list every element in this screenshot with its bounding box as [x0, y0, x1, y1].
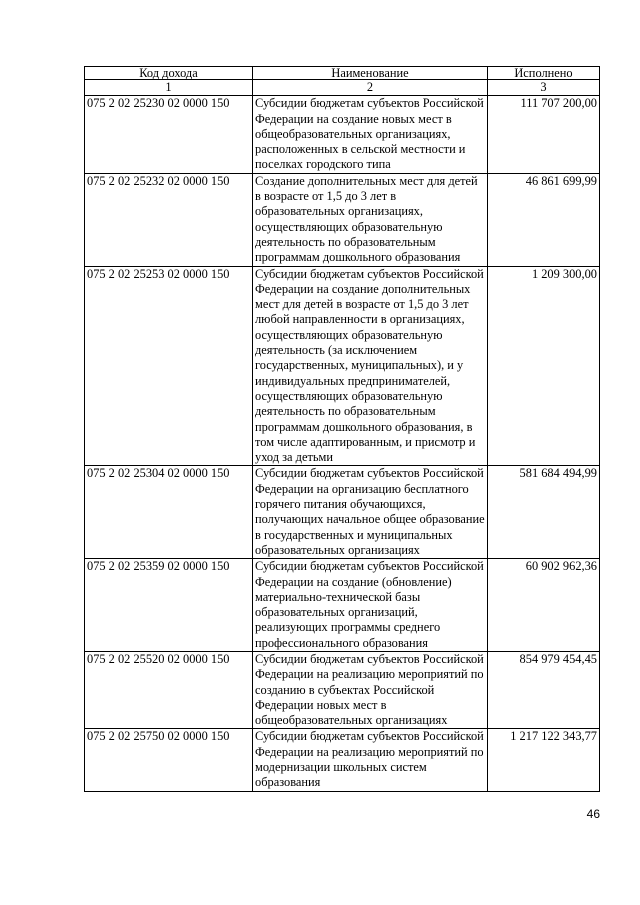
column-number: 3	[488, 80, 600, 96]
table-row	[85, 173, 600, 266]
revenue-name: Субсидии бюджетам субъектов Российской Федерации на создание дополнительных мест для детей в возрасте от 1,5 до 3 лет любой направленности в организациях, осуществляющих образовательную деятельность (за исключением государственных, муниципальных), и у индивидуальных предпринимателей, осуществляющих образовательную деятельность по образовательным программам дошкольного образования, в том числе адаптированным, и присмотр и уход за детьми	[253, 266, 488, 466]
revenue-name: Субсидии бюджетам субъектов Российской Федерации на организацию бесплатного горячего питания обучающихся, получающих начальное общее образование в государственных и муниципальных образовательных организациях	[253, 466, 488, 559]
table-row	[85, 559, 600, 652]
header-amount: Исполнено	[488, 67, 600, 80]
revenue-code: 075 2 02 25304 02 0000 150	[85, 466, 253, 559]
header-name: Наименование	[253, 67, 488, 80]
revenue-amount: 581 684 494,99	[488, 466, 600, 559]
revenue-code: 075 2 02 25230 02 0000 150	[85, 96, 253, 173]
column-number: 2	[253, 80, 488, 96]
revenue-code: 075 2 02 25750 02 0000 150	[85, 729, 253, 791]
revenue-name: Субсидии бюджетам субъектов Российской Федерации на создание новых мест в общеобразовательных организациях, расположенных в сельской местности и поселках городского типа	[253, 96, 488, 173]
page-number: 46	[586, 807, 600, 821]
table-row	[85, 466, 600, 559]
revenue-amount: 1 209 300,00	[488, 266, 600, 466]
table-row	[85, 651, 600, 728]
revenue-name: Создание дополнительных мест для детей в возрасте от 1,5 до 3 лет в образовательных организациях, осуществляющих образовательную деятельность по образовательным программам дошкольного образования	[253, 173, 488, 266]
table-row	[85, 266, 600, 466]
header-code: Код дохода	[85, 67, 253, 80]
column-number: 1	[85, 80, 253, 96]
revenue-amount: 1 217 122 343,77	[488, 729, 600, 791]
revenue-amount: 46 861 699,99	[488, 173, 600, 266]
revenue-name: Субсидии бюджетам субъектов Российской Федерации на создание (обновление) материально-технической базы образовательных организаций, реализующих программы среднего профессионального образования	[253, 559, 488, 652]
revenue-code: 075 2 02 25253 02 0000 150	[85, 266, 253, 466]
revenue-name: Субсидии бюджетам субъектов Российской Федерации на реализацию мероприятий по созданию в субъектах Российской Федерации новых мест в общеобразовательных организациях	[253, 651, 488, 728]
revenue-code: 075 2 02 25359 02 0000 150	[85, 559, 253, 652]
column-number-row	[85, 80, 600, 96]
revenue-table	[84, 66, 600, 792]
table-row	[85, 729, 600, 791]
revenue-code: 075 2 02 25232 02 0000 150	[85, 173, 253, 266]
table-row	[85, 96, 600, 173]
revenue-name: Субсидии бюджетам субъектов Российской Федерации на реализацию мероприятий по модернизации школьных систем образования	[253, 729, 488, 791]
revenue-amount: 854 979 454,45	[488, 651, 600, 728]
revenue-amount: 111 707 200,00	[488, 96, 600, 173]
table-header-row	[85, 67, 600, 80]
revenue-amount: 60 902 962,36	[488, 559, 600, 652]
revenue-code: 075 2 02 25520 02 0000 150	[85, 651, 253, 728]
